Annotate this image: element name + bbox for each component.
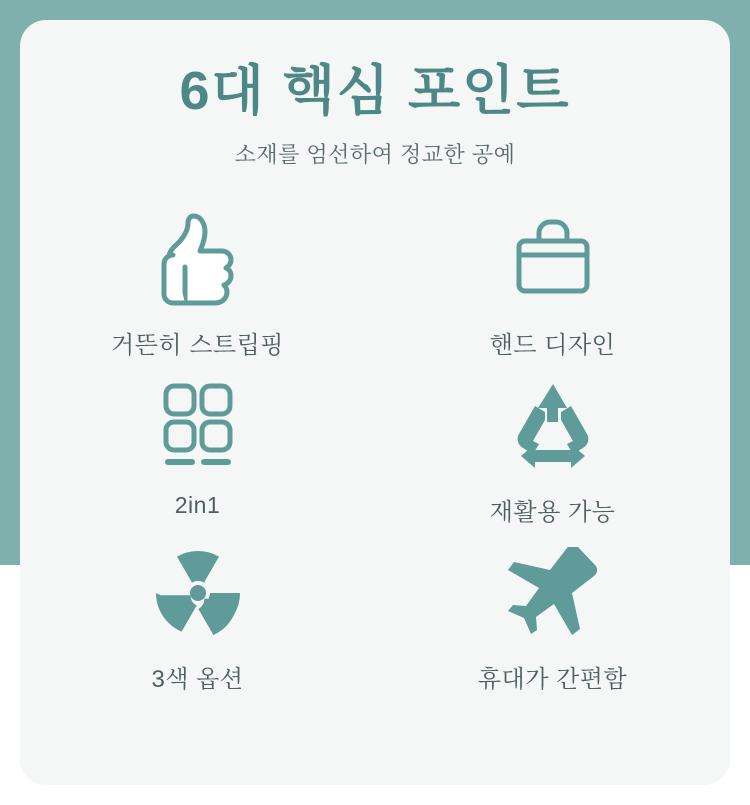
feature-label-1: 거뜬히 스트립핑 <box>111 332 284 360</box>
feature-item-1 <box>20 203 375 360</box>
feature-item-3 <box>20 370 375 527</box>
two-in-one-squares-icon <box>154 370 242 482</box>
page-subtitle: 소재를 엄선하여 정교한 공예 <box>234 142 516 168</box>
feature-item-6 <box>375 537 730 694</box>
feature-label-4: 재활용 가능 <box>489 499 616 527</box>
feature-item-2 <box>375 203 730 360</box>
recycle-icon <box>505 370 601 482</box>
airplane-icon <box>503 537 603 649</box>
feature-label-3: 2in1 <box>174 492 221 519</box>
radiation-icon <box>152 537 244 649</box>
feature-card <box>20 20 730 785</box>
feature-label-5: 3색 옵션 <box>151 666 244 694</box>
page-title: 6대 핵심 포인트 <box>179 61 571 121</box>
feature-grid <box>20 203 730 694</box>
thumbs-up-icon <box>155 203 241 315</box>
feature-item-5 <box>20 537 375 694</box>
handbag-icon <box>507 203 599 315</box>
feature-label-6: 휴대가 간편함 <box>477 666 628 694</box>
feature-label-2: 핸드 디자인 <box>489 332 616 360</box>
feature-item-4 <box>375 370 730 527</box>
